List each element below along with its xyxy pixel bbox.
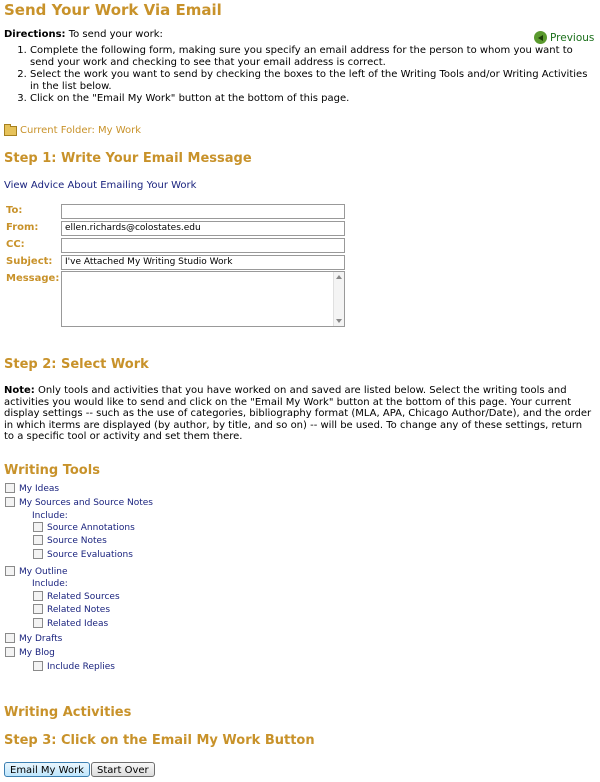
my-drafts-checkbox[interactable] bbox=[5, 633, 15, 643]
my-blog-label: My Blog bbox=[19, 648, 55, 658]
back-arrow-icon bbox=[534, 31, 547, 44]
source-evaluations-checkbox[interactable] bbox=[33, 549, 43, 559]
message-textarea[interactable] bbox=[61, 271, 345, 327]
note-text: Only tools and activities that you have worked on and saved are listed below. Select the writing tools and activities you would like to send and click on the "Email My Work" button at the bottom of this page. Your current display settings -- such as the use of categories, bibliography format (MLA, APA, Chicago Author/Date), and the order in which iterms are displayed (by author, by title, and so on) -- will be used. To change any of these settings, return to a specific tool or activity and set them there. bbox=[4, 385, 592, 442]
my-outline-label: My Outline bbox=[19, 567, 68, 577]
note-label: Note: bbox=[4, 385, 35, 396]
writing-tools-heading: Writing Tools bbox=[4, 463, 100, 478]
directions-text: To send your work: bbox=[65, 29, 163, 40]
directions-steps bbox=[0, 45, 595, 105]
step2-heading: Step 2: Select Work bbox=[4, 357, 149, 372]
source-annotations-checkbox[interactable] bbox=[33, 522, 43, 532]
source-evaluations-label: Source Evaluations bbox=[47, 550, 133, 560]
related-ideas-checkbox[interactable] bbox=[33, 618, 43, 628]
page-title: Send Your Work Via Email bbox=[4, 1, 222, 19]
sources-include-label: Include: bbox=[32, 511, 68, 521]
source-notes-checkbox[interactable] bbox=[33, 535, 43, 545]
start-over-button[interactable]: Start Over bbox=[91, 762, 155, 777]
advice-link[interactable]: View Advice About Emailing Your Work bbox=[4, 180, 197, 191]
include-replies-checkbox[interactable] bbox=[33, 661, 43, 671]
from-input[interactable]: ellen.richards@colostates.edu bbox=[61, 221, 345, 236]
outline-include-label: Include: bbox=[32, 579, 68, 589]
source-annotations-label: Source Annotations bbox=[47, 523, 135, 533]
source-notes-label: Source Notes bbox=[47, 536, 107, 546]
related-sources-label: Related Sources bbox=[47, 592, 120, 602]
cc-input[interactable] bbox=[61, 238, 345, 253]
email-my-work-button[interactable]: Email My Work bbox=[4, 762, 90, 777]
to-label: To: bbox=[6, 205, 23, 216]
step-item: 1. Complete the following form, making sure you specify an email address for the person to whom you want to send your work and checking to see that your email address is correct. bbox=[30, 45, 595, 69]
my-ideas-checkbox[interactable] bbox=[5, 483, 15, 493]
my-sources-checkbox[interactable] bbox=[5, 497, 15, 507]
step1-heading: Step 1: Write Your Email Message bbox=[4, 151, 252, 166]
related-notes-label: Related Notes bbox=[47, 605, 111, 615]
from-label: From: bbox=[6, 222, 39, 233]
my-sources-label: My Sources and Source Notes bbox=[19, 498, 153, 508]
subject-label: Subject: bbox=[6, 256, 53, 267]
previous-label: Previous bbox=[550, 31, 595, 44]
my-drafts-label: My Drafts bbox=[19, 634, 63, 644]
my-ideas-label: My Ideas bbox=[19, 484, 60, 494]
related-sources-checkbox[interactable] bbox=[33, 591, 43, 601]
cc-label: CC: bbox=[6, 239, 25, 250]
current-folder-label: Current Folder: My Work bbox=[20, 125, 142, 136]
message-scrollbar[interactable] bbox=[333, 272, 344, 326]
related-ideas-label: Related Ideas bbox=[47, 619, 109, 629]
my-outline-checkbox[interactable] bbox=[5, 566, 15, 576]
my-blog-checkbox[interactable] bbox=[5, 647, 15, 657]
subject-input[interactable]: I've Attached My Writing Studio Work bbox=[61, 255, 345, 270]
step-item: 2. Select the work you want to send by checking the boxes to the left of the Writing Tools and/or Writing Activities in the list below. bbox=[30, 69, 595, 93]
include-replies-label: Include Replies bbox=[47, 662, 115, 672]
message-label: Message: bbox=[6, 273, 60, 284]
folder-icon bbox=[4, 126, 17, 136]
step3-heading: Step 3: Click on the Email My Work Button bbox=[4, 733, 315, 748]
previous-link[interactable] bbox=[534, 31, 594, 44]
related-notes-checkbox[interactable] bbox=[33, 604, 43, 614]
writing-activities-heading: Writing Activities bbox=[4, 705, 132, 720]
current-folder-link[interactable] bbox=[4, 125, 141, 136]
directions bbox=[4, 29, 163, 40]
to-input[interactable] bbox=[61, 204, 345, 219]
directions-label: Directions: bbox=[4, 29, 66, 40]
step-item: 3. Click on the "Email My Work" button at the bottom of this page. bbox=[30, 93, 595, 105]
selection-note bbox=[4, 385, 594, 443]
